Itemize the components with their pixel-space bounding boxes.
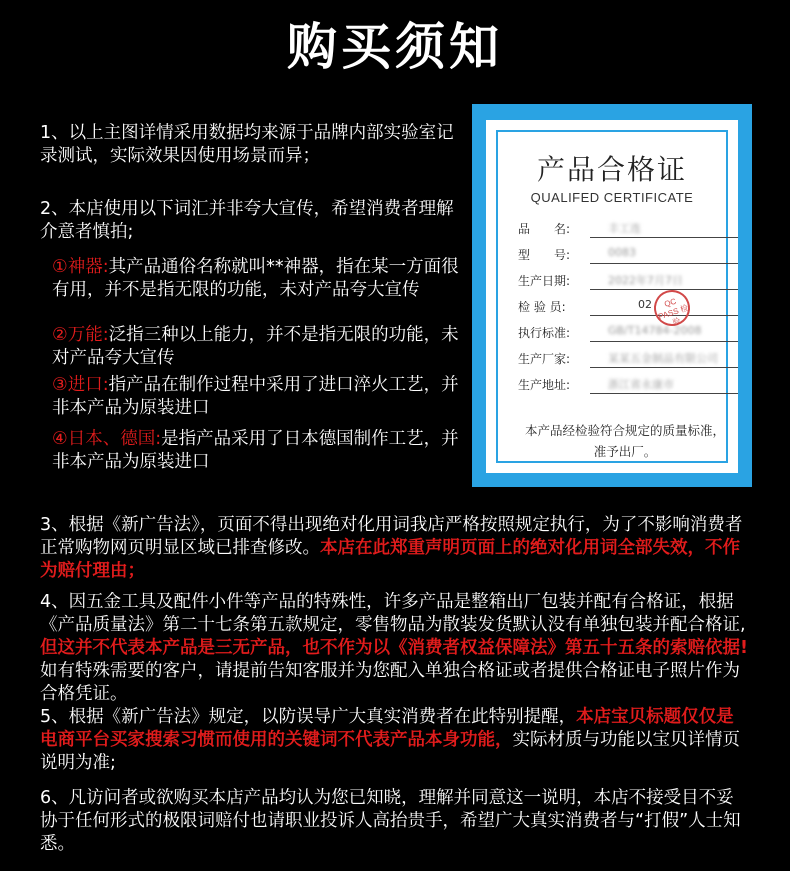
cert-field-manufacturer [518,348,738,370]
cert-field-label: 生产厂家: [518,352,571,366]
cert-field-underline [590,237,738,238]
notice-item-4 [40,591,750,706]
cert-field-label: 检 验 员: [518,300,566,314]
cert-field-value: 02 [638,298,652,311]
term-number: ② [52,325,68,345]
notice-text-tail: 如有特殊需要的客户，请提前告知客服并为您配入单独合格证或者提供合格证电子照片作为合格凭证。 [40,661,740,704]
product-certificate [472,104,752,487]
term-jinkou [52,374,462,420]
cert-field-address [518,374,738,396]
cert-field-value: 2022年7月7日 [608,274,683,287]
certificate-card [486,120,738,473]
notice-item-3 [40,514,750,583]
notice-item-2: 2、本店使用以下词汇并非夸大宣传，希望消费者理解介意者慎拍; [40,199,454,242]
term-desc: 是指产品采用了日本德国制作工艺，并非本产品为原装进口 [52,429,459,472]
cert-field-value: 某某五金制品有限公司 [608,352,718,365]
cert-field-label: 生产日期: [518,274,571,288]
certificate-subtitle: QUALIFED CERTIFICATE [530,190,694,205]
cert-field-label: 型 号: [518,248,571,262]
cert-field-model [518,244,738,266]
term-desc: 指产品在制作过程中采用了进口淬火工艺，并非本产品为原装进口 [52,375,459,418]
notice-highlight: 本店在此郑重声明页面上的绝对化用词全部失效，不作为赔付理由； [40,538,740,581]
term-keyword: 神器: [67,257,109,277]
term-number: ③ [52,375,68,395]
term-keyword: 进口: [67,375,109,395]
notice-text: 3、根据《新广告法》，页面不得出现绝对化用词我店严格按照规定执行，为了不影响消费者正常购物网页明显区域已排查修改。 [40,515,743,558]
term-keyword: 日本、德国: [67,429,162,449]
term-japan-germany [52,428,462,474]
cert-field-underline [590,367,738,368]
notice-highlight: 本店宝贝标题仅仅是电商平台买家搜索习惯而使用的关键词不代表产品本身功能， [40,707,734,750]
cert-field-underline [590,393,738,394]
term-wanneng [52,324,462,370]
cert-field-label: 执行标准: [518,326,571,340]
certificate-frame [496,130,728,463]
notice-text: 5、根据《新广告法》规定，以防误导广大真实消费者在此特别提醒， [40,707,577,727]
cert-field-underline [590,263,738,264]
notice-item-1: 1、以上主图详情采用数据均来源于品牌内部实验室记录测试，实际效果因使用场景而异； [40,123,454,166]
certificate-title: 产品合格证 [536,153,687,186]
cert-field-value: 浙江省永康市 [608,378,674,391]
cert-field-date [518,270,738,292]
notice-text-tail: 实际材质与功能以宝贝详情页说明为准; [40,730,740,773]
cert-field-value: 丰工连 [608,222,641,235]
term-number: ① [52,257,68,277]
term-desc: 其产品通俗名称就叫**神器，指在某一方面很有用，并不是指无限的功能，未对产品夸大宣传 [52,257,459,300]
term-number: ④ [52,429,68,449]
term-keyword: 万能: [67,325,109,345]
notice-highlight: 但这并不代表本产品是三无产品，也不作为以《消费者权益保障法》第五十五条的索赔依据! [40,638,748,658]
notice-text: 4、因五金工具及配件小件等产品的特殊性，许多产品是整箱出厂包装并配有合格证，根据《产品质量法》第二十七条第五款规定，零售物品为散装发货默认没有单独包装并配合格证, [40,592,746,635]
cert-field-value: GB/T14784-2008 [608,324,702,337]
cert-field-label: 品 名: [518,222,571,236]
cert-field-label: 生产地址: [518,378,571,392]
qc-pass-stamp-icon: QC PASS 检验 [649,285,694,330]
cert-field-name [518,218,738,240]
term-desc: 泛指三种以上能力，并不是指无限的功能，未对产品夸大宣传 [52,325,459,368]
cert-field-value: 0083 [608,246,636,259]
page-title: 购买须知 [287,18,503,76]
notice-item-5 [40,706,750,775]
notice-item-6: 6、凡访问者或欲购买本店产品均认为您已知晓，理解并同意这一说明，本店不接受目不妥协于任何形式的极限词赔付也请职业投诉人高抬贵手，希望广大真实消费者与“打假”人士知悉。 [40,788,741,854]
certificate-note: 本产品经检验符合规定的质量标准，准予出厂。 [524,423,725,459]
term-shenqi [52,256,462,302]
cert-field-underline [590,341,738,342]
cert-field-standard [518,322,738,344]
cert-field-underline [590,289,738,290]
cert-field-inspector [518,296,738,318]
